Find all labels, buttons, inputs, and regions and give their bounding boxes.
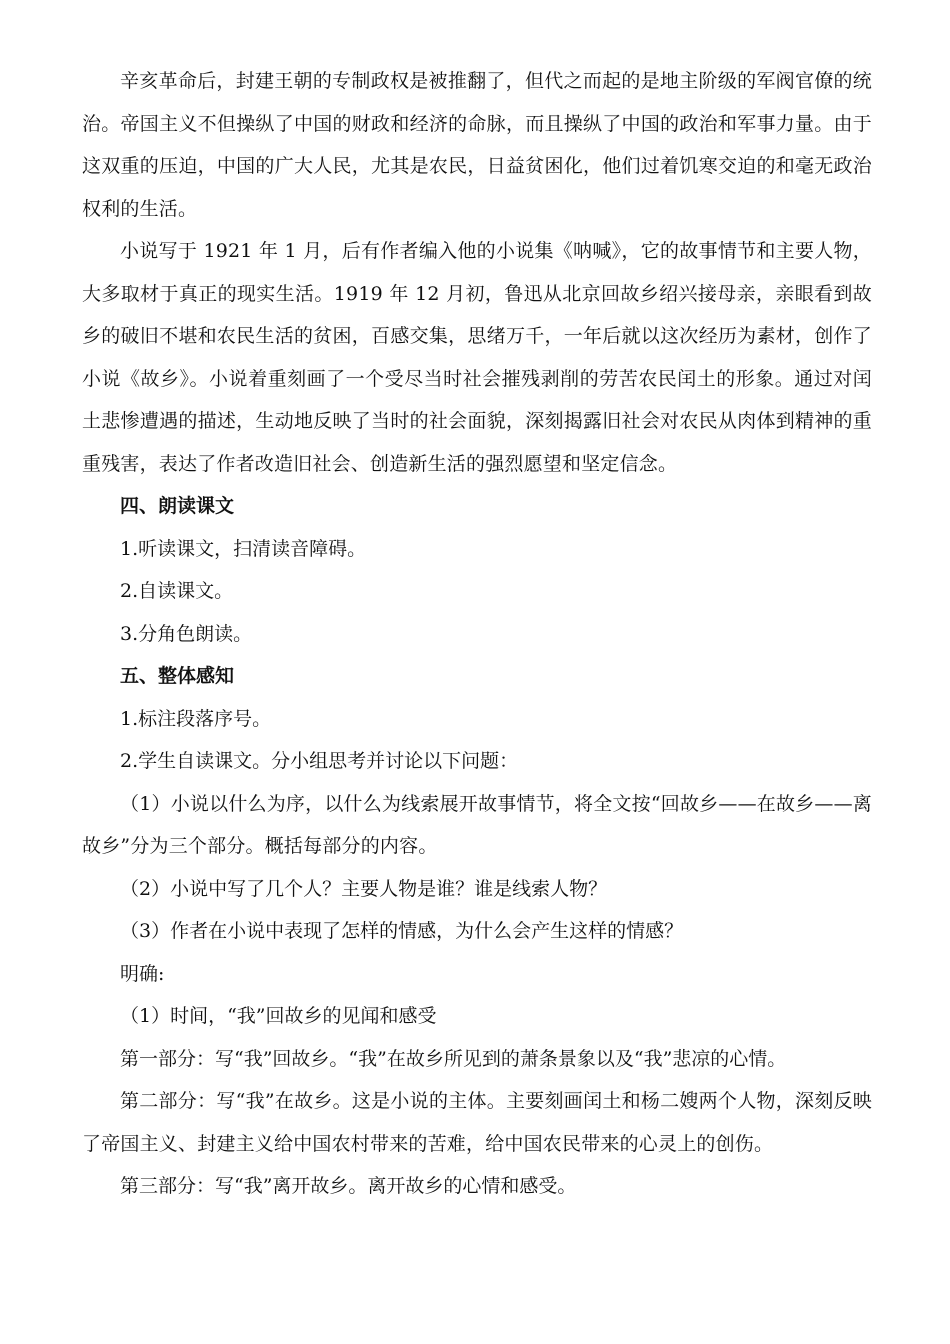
section-heading-overview: 五、整体感知 <box>120 665 235 687</box>
answer-1: （1）时间，“我”回故乡的见闻和感受 <box>120 1005 437 1027</box>
paragraph-background: 辛亥革命后，封建王朝的专制政权是被推翻了，但代之而起的是地主阶级的军阀官僚的统治。帝国主义不但操纵了中国的财政和经济的命脉，而且操纵了中国的政治和军事力量。由于这双重的压迫，中国的广大人民，尤其是农民，日益贫困化，他们过着饥寒交迫的和毫无政治权利的生活。 <box>82 70 872 220</box>
part-2-summary: 第二部分：写“我”在故乡。这是小说的主体。主要刻画闰土和杨二嫂两个人物，深刻反映了帝国主义、封建主义给中国农村带来的苦难，给中国农民带来的心灵上的创伤。 <box>82 1090 872 1155</box>
list-item-listen: 1.听读课文，扫清读音障碍。 <box>120 537 367 560</box>
question-2: （2）小说中写了几个人？主要人物是谁？谁是线索人物？ <box>120 877 608 900</box>
part-1-summary: 第一部分：写“我”回故乡。“我”在故乡所见到的萧条景象以及“我”悲凉的心情。 <box>120 1047 787 1070</box>
list-item-mark-paragraphs: 1.标注段落序号。 <box>120 707 272 730</box>
paragraph-novel-origin: 小说写于 1921 年 1 月，后有作者编入他的小说集《呐喊》，它的故事情节和主要人物，大多取材于真正的现实生活。1919 年 12 月初，鲁迅从北京回故乡绍兴接母亲，亲眼看到故乡的破旧不堪和农民生活的贫困，百感交集，思绪万千，一年后就以这次经历为素材，创作了小说《故乡》。小说着重刻画了一个受尽当时社会摧残剥削的劳苦农民闰土的形象。通过对闰土悲惨遭遇的描述，生动地反映了当时的社会面貌，深刻揭露旧社会对农民从肉体到精神的重重残害，表达了作者改造旧社会、创造新生活的强烈愿望和坚定信念。 <box>82 240 872 475</box>
part-3-summary: 第三部分：写“我”离开故乡。离开故乡的心情和感受。 <box>120 1175 577 1197</box>
document-page <box>82 60 872 1208</box>
question-1: （1）小说以什么为序，以什么为线索展开故事情节，将全文按“回故乡——在故乡——离故乡”分为三个部分。概括每部分的内容。 <box>82 792 872 857</box>
section-heading-reading: 四、朗读课文 <box>120 495 235 517</box>
question-3: （3）作者在小说中表现了怎样的情感，为什么会产生这样的情感？ <box>120 920 684 942</box>
list-item-group-discussion: 2.学生自读课文。分小组思考并讨论以下问题： <box>120 750 519 772</box>
list-item-self-read: 2.自读课文。 <box>120 580 234 602</box>
list-item-role-read: 3.分角色朗读。 <box>120 622 253 645</box>
answer-label: 明确: <box>120 962 165 985</box>
